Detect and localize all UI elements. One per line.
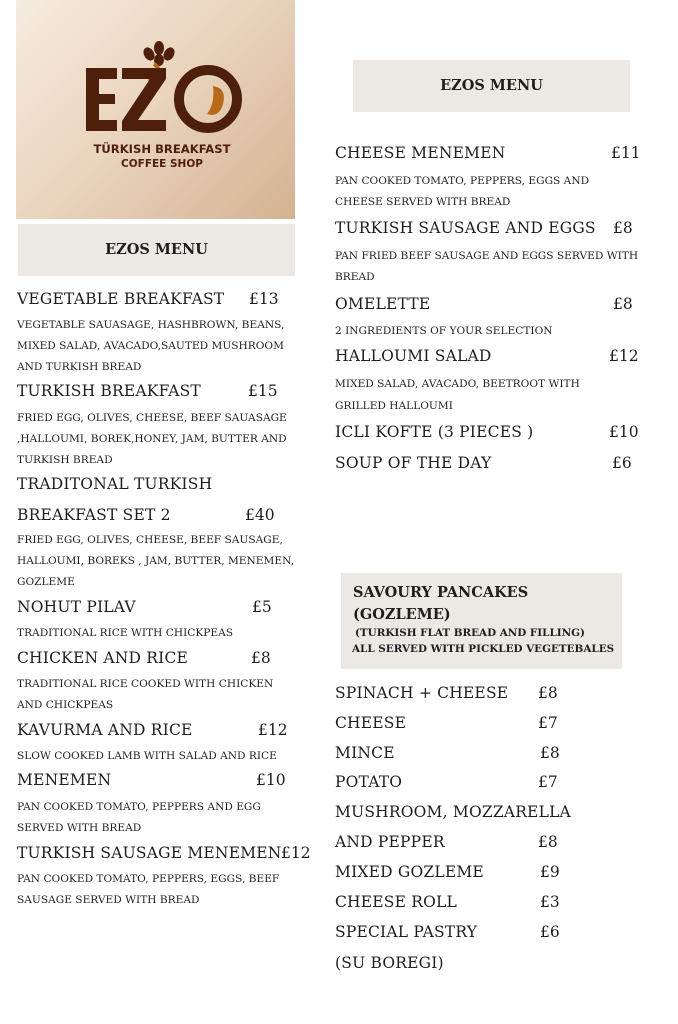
gozleme-item-name: MIXED GOZLEME xyxy=(335,863,484,881)
menu-item-name: CHEESE MENEMEN xyxy=(335,144,506,162)
menu-item-price: £15 xyxy=(248,382,278,400)
menu-item-desc: AND TURKISH BREAD xyxy=(17,361,142,373)
menu-item-desc: PAN COOKED TOMATO, PEPPERS AND EGG xyxy=(17,801,261,813)
menu-item-name: MENEMEN xyxy=(17,771,112,789)
menu-item-desc: AND CHICKPEAS xyxy=(17,699,114,711)
menu-item-name: CHICKEN AND RICE xyxy=(17,649,189,667)
gozleme-item-price: £9 xyxy=(540,863,560,881)
gozleme-item-name: AND PEPPER xyxy=(335,833,445,851)
menu-item-name: ICLI KOFTE (3 PIECES ) xyxy=(335,423,534,441)
menu-item-name: BREAKFAST SET 2 xyxy=(17,506,171,524)
menu-item-desc: VEGETABLE SAUASAGE, HASHBROWN, BEANS, xyxy=(17,319,285,331)
menu-item-name: VEGETABLE BREAKFAST xyxy=(17,290,225,308)
gozleme-item-price: £7 xyxy=(538,714,558,732)
menu-item-desc: TURKISH BREAD xyxy=(17,454,113,466)
menu-item-price: £12 xyxy=(609,347,639,365)
gozleme-item-name: CHEESE ROLL xyxy=(335,893,458,911)
gozleme-item-price: £7 xyxy=(538,773,558,791)
menu-item-desc: FRIED EGG, OLIVES, CHEESE, BEEF SAUSAGE, xyxy=(17,534,283,546)
gozleme-item-name: MINCE xyxy=(335,744,395,762)
logo-letter-z xyxy=(122,68,166,131)
gozleme-item-price: £8 xyxy=(538,684,558,702)
savoury-subtitle-line: ALL SERVED WITH PICKLED VEGETEBALES xyxy=(352,643,615,655)
menu-item-desc: SLOW COOKED LAMB WITH SALAD AND RICE xyxy=(17,750,277,762)
logo-line2: COFFEE SHOP xyxy=(121,158,203,170)
menu-item-desc: TRADITIONAL RICE WITH CHICKPEAS xyxy=(17,627,234,639)
menu-item-desc: PAN COOKED TOMATO, PEPPERS, EGGS, BEEF xyxy=(17,873,280,885)
ezo-logo xyxy=(16,0,295,219)
menu-item-price: £8 xyxy=(251,649,271,667)
gozleme-item-name: MUSHROOM, MOZZARELLA xyxy=(335,803,571,821)
coffee-beans-icon xyxy=(141,41,177,66)
logo-panel xyxy=(16,0,295,219)
menu-item-desc: PAN FRIED BEEF SAUSAGE AND EGGS SERVED WITH xyxy=(335,250,639,262)
menu-item-name: HALLOUMI SALAD xyxy=(335,347,492,365)
menu-item-desc: CHEESE SERVED WITH BREAD xyxy=(335,196,511,208)
logo-line1: TÜRKISH BREAKFAST xyxy=(93,142,231,156)
menu-item-name: TURKISH SAUSAGE MENEMEN xyxy=(17,844,282,862)
menu-item-price: £10 xyxy=(609,423,639,441)
logo-letter-o xyxy=(179,70,237,128)
menu-item-price: £11 xyxy=(611,144,641,162)
gozleme-item-name: SPECIAL PASTRY xyxy=(335,923,478,941)
gozleme-item-price: £8 xyxy=(538,833,558,851)
left-menu-title: EZOS MENU xyxy=(105,241,208,258)
menu-item-price: £12 xyxy=(281,844,311,862)
bean-in-o-icon xyxy=(207,86,224,115)
menu-item-price: £6 xyxy=(612,454,632,472)
menu-item-name: OMELETTE xyxy=(335,295,431,313)
menu-item-desc: FRIED EGG, OLIVES, CHEESE, BEEF SAUASAGE xyxy=(17,412,287,424)
menu-item-price: £40 xyxy=(245,506,275,524)
savoury-subtitle-line: (TURKISH FLAT BREAD AND FILLING) xyxy=(355,627,585,639)
right-menu-header xyxy=(353,60,630,112)
menu-item-desc: 2 INGREDIENTS OF YOUR SELECTION xyxy=(335,325,553,337)
menu-item-price: £12 xyxy=(258,721,288,739)
menu-item-desc: TRADITIONAL RICE COOKED WITH CHICKEN xyxy=(17,678,274,690)
menu-item-desc: BREAD xyxy=(335,271,375,283)
gozleme-item-name: CHEESE xyxy=(335,714,407,732)
menu-item-desc: ,HALLOUMI, BOREK,HONEY, JAM, BUTTER AND xyxy=(17,433,287,445)
menu-item-desc: SAUSAGE SERVED WITH BREAD xyxy=(17,894,200,906)
left-menu-header xyxy=(18,224,295,276)
menu-item-price: £8 xyxy=(613,219,633,237)
gozleme-item-name: POTATO xyxy=(335,773,403,791)
menu-item-desc: MIXED SALAD, AVACADO, BEETROOT WITH xyxy=(335,378,580,390)
menu-item-name: KAVURMA AND RICE xyxy=(17,721,193,739)
menu-item-name: TRADITONAL TURKISH xyxy=(17,475,213,493)
menu-item-price: £8 xyxy=(613,295,633,313)
menu-item-price: £5 xyxy=(252,598,272,616)
menu-item-desc: SERVED WITH BREAD xyxy=(17,822,142,834)
logo-letter-e xyxy=(86,68,117,131)
menu-item-desc: MIXED SALAD, AVACADO,SAUTED MUSHROOM xyxy=(17,340,284,352)
menu-item-price: £13 xyxy=(249,290,279,308)
savoury-pancakes-header xyxy=(341,573,622,669)
savoury-title-line: SAVOURY PANCAKES xyxy=(353,584,529,601)
savoury-title-line: (GOZLEME) xyxy=(353,606,451,623)
menu-item-desc: GOZLEME xyxy=(17,576,75,588)
menu-item-desc: PAN COOKED TOMATO, PEPPERS, EGGS AND xyxy=(335,175,590,187)
menu-item-name: TURKISH SAUSAGE AND EGGS xyxy=(335,219,596,237)
gozleme-item-price: £8 xyxy=(540,744,560,762)
gozleme-item-price: £6 xyxy=(540,923,560,941)
gozleme-item-price: £3 xyxy=(540,893,560,911)
menu-item-desc: HALLOUMI, BOREKS , JAM, BUTTER, MENEMEN, xyxy=(17,555,295,567)
menu-item-name: TURKISH BREAKFAST xyxy=(17,382,201,400)
gozleme-item-name: SPINACH + CHEESE xyxy=(335,684,509,702)
menu-item-name: NOHUT PILAV xyxy=(17,598,136,616)
gozleme-item-name: (SU BOREGI) xyxy=(335,954,444,972)
right-menu-title: EZOS MENU xyxy=(440,77,543,94)
menu-item-price: £10 xyxy=(256,771,286,789)
menu-item-name: SOUP OF THE DAY xyxy=(335,454,492,472)
menu-item-desc: GRILLED HALLOUMI xyxy=(335,400,453,412)
